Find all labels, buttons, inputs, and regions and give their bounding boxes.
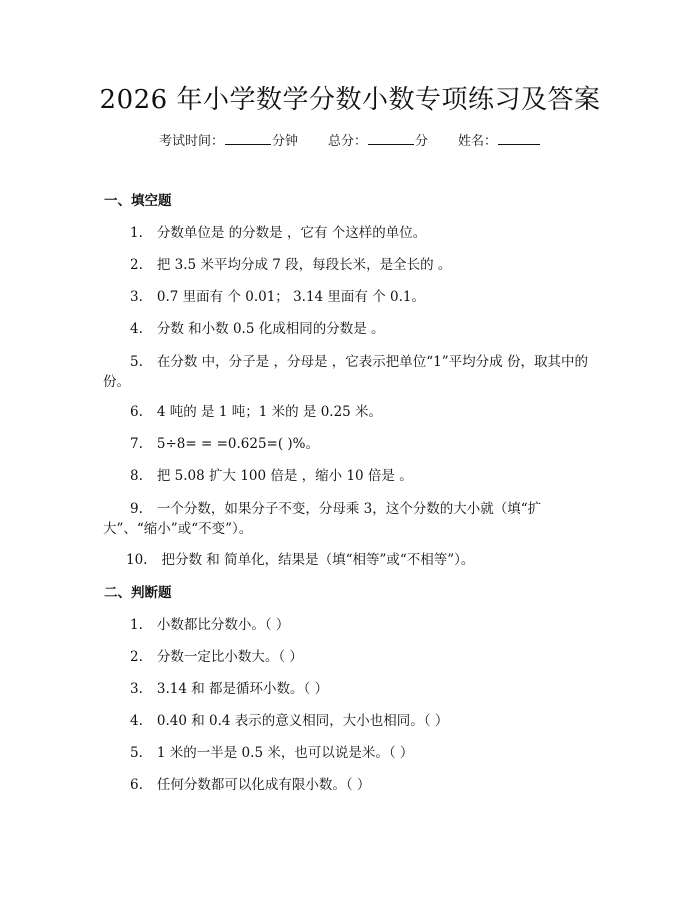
question-item bbox=[103, 648, 593, 667]
question-item bbox=[103, 744, 593, 763]
exam-time-unit: 分钟 bbox=[271, 134, 298, 149]
question-number: 6. bbox=[130, 404, 143, 420]
question-text: 把 5.08 扩大 100 倍是 ，缩小 10 倍是 。 bbox=[156, 468, 413, 484]
exam-info-line bbox=[0, 131, 700, 151]
question-text: 0.40 和 0.4 表示的意义相同，大小也相同。（ ） bbox=[156, 713, 449, 729]
question-text: 4 吨的 是 1 吨；1 米的 是 0.25 米。 bbox=[156, 404, 383, 420]
student-name-label: 姓名： bbox=[458, 134, 498, 149]
student-name-blank bbox=[498, 131, 540, 145]
question-item bbox=[103, 320, 593, 339]
question-number: 1. bbox=[130, 225, 143, 241]
question-text: 把 3.5 米平均分成 7 段，每段长米，是全长的 。 bbox=[156, 257, 452, 273]
question-item bbox=[103, 551, 593, 570]
question-text: 0.7 里面有 个 0.01； 3.14 里面有 个 0.1。 bbox=[156, 289, 425, 305]
question-text: 分数 和小数 0.5 化成相同的分数是 。 bbox=[156, 321, 385, 337]
question-text: 分数单位是 的分数是 ，它有 个这样的单位。 bbox=[156, 225, 427, 241]
question-number: 4. bbox=[130, 713, 143, 729]
question-number: 3. bbox=[130, 681, 143, 697]
question-number: 2. bbox=[130, 257, 143, 273]
question-number: 7. bbox=[130, 436, 143, 452]
question-number: 5. bbox=[130, 745, 143, 761]
question-item bbox=[103, 288, 593, 307]
question-text: 3.14 和 都是循环小数。（ ） bbox=[156, 681, 329, 697]
question-item bbox=[103, 499, 593, 539]
question-number: 1. bbox=[130, 617, 143, 633]
question-number: 8. bbox=[130, 468, 143, 484]
question-number: 5. bbox=[130, 354, 143, 370]
question-item bbox=[103, 403, 593, 422]
question-text: 小数都比分数小。（ ） bbox=[156, 617, 290, 633]
section-heading-true-false: 二、判断题 bbox=[104, 585, 172, 601]
question-item bbox=[103, 680, 593, 699]
question-text: 分数一定比小数大。（ ） bbox=[156, 649, 303, 665]
question-text: 5÷8= = =0.625=( )%。 bbox=[156, 436, 320, 452]
total-score-unit: 分 bbox=[415, 134, 429, 149]
question-number: 9. bbox=[130, 501, 143, 517]
total-score-blank bbox=[368, 131, 414, 145]
question-text: 1 米的一半是 0.5 米，也可以说是米。（ ） bbox=[156, 745, 414, 761]
question-item bbox=[103, 435, 593, 454]
exam-time-blank bbox=[225, 131, 271, 145]
question-text: 一个分数，如果分子不变，分母乘 3，这个分数的大小就（填“扩大”、“缩小”或“不变”）。 bbox=[103, 501, 542, 537]
question-item bbox=[103, 256, 593, 275]
student-name-field bbox=[458, 131, 541, 151]
question-text: 在分数 中，分子是 ，分母是 ，它表示把单位“1”平均分成 份，取其中的 份。 bbox=[103, 354, 588, 390]
page-title: 2026 年小学数学分数小数专项练习及答案 bbox=[99, 85, 601, 115]
question-number: 4. bbox=[130, 321, 143, 337]
question-item bbox=[103, 352, 593, 392]
question-text: 任何分数都可以化成有限小数。（ ） bbox=[156, 777, 371, 793]
question-item bbox=[103, 467, 593, 486]
question-item bbox=[103, 776, 593, 795]
question-text: 把分数 和 简单化，结果是（填“相等”或“不相等”）。 bbox=[161, 552, 475, 568]
question-number: 3. bbox=[130, 289, 143, 305]
question-number: 10. bbox=[126, 552, 148, 568]
total-score-field bbox=[328, 131, 428, 151]
exam-time-label: 考试时间： bbox=[158, 134, 224, 149]
exam-time-field bbox=[159, 131, 298, 151]
question-item bbox=[103, 616, 593, 635]
total-score-label: 总分： bbox=[327, 134, 367, 149]
section-heading-fill-in: 一、填空题 bbox=[104, 193, 172, 209]
question-number: 2. bbox=[130, 649, 143, 665]
question-number: 6. bbox=[130, 777, 143, 793]
question-item bbox=[103, 224, 593, 243]
question-item bbox=[103, 712, 593, 731]
